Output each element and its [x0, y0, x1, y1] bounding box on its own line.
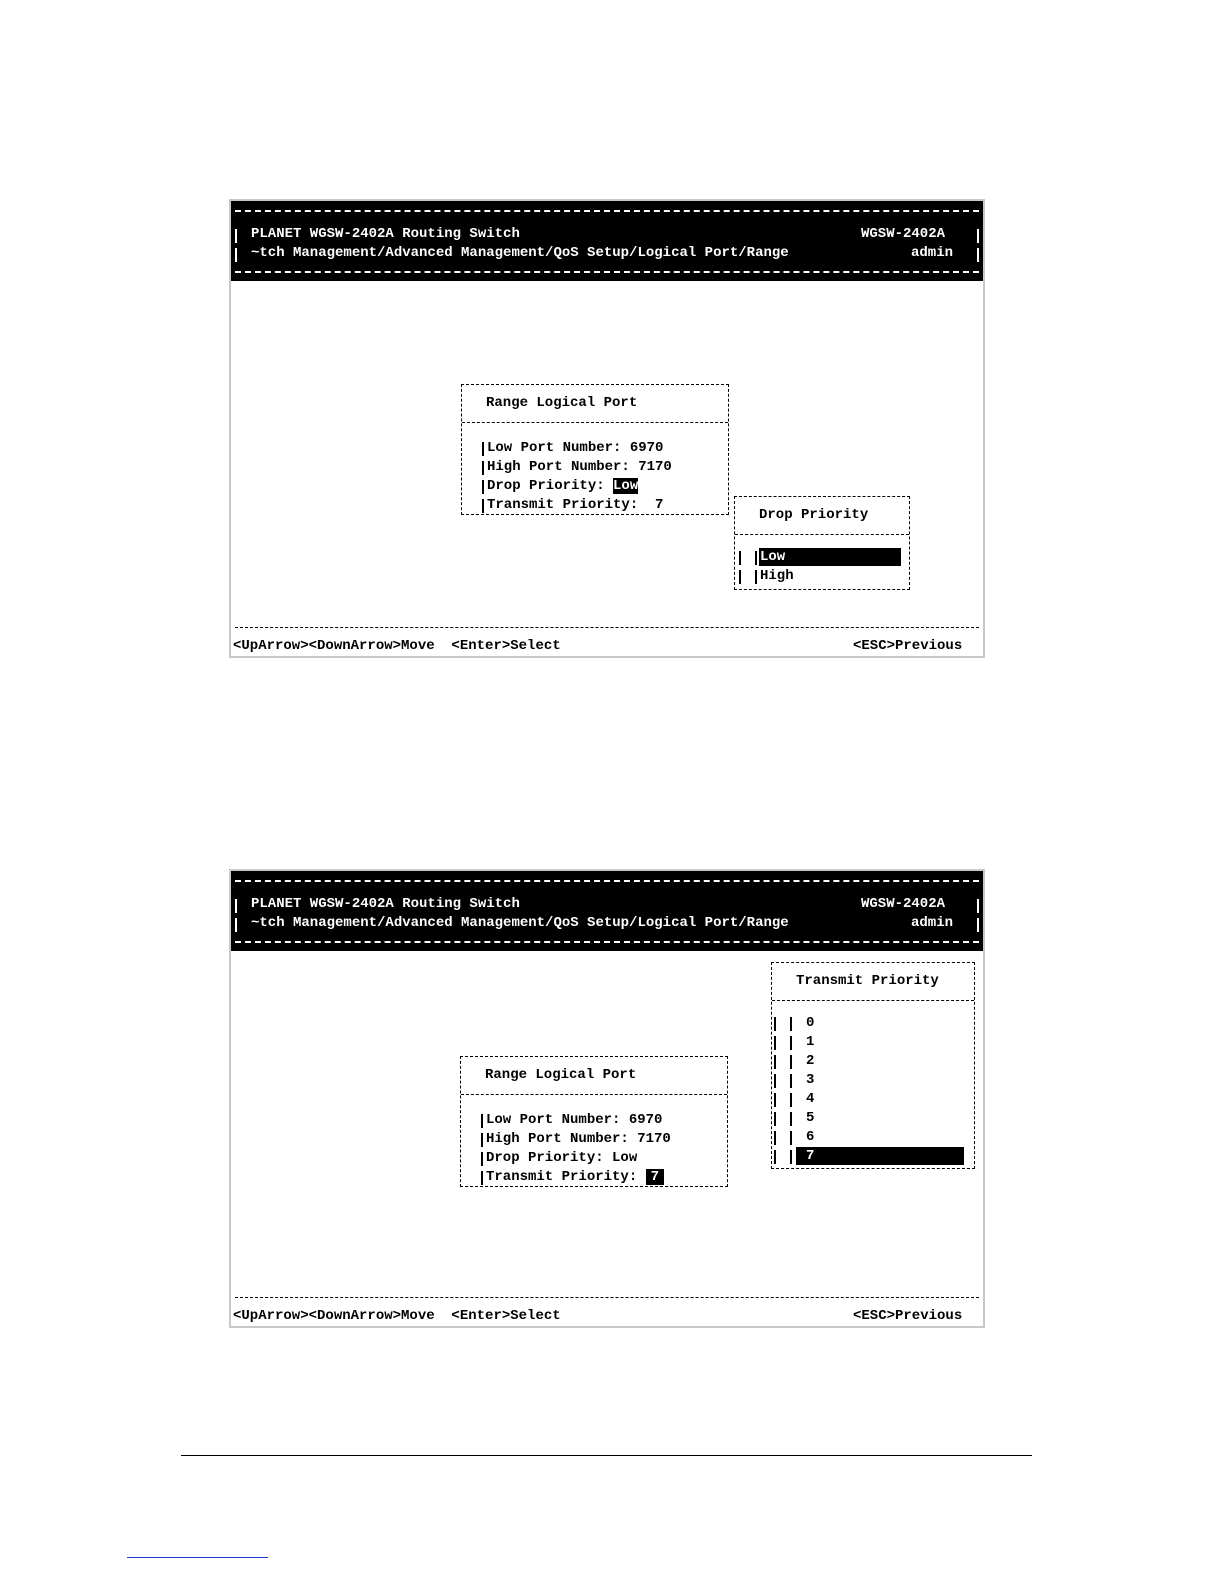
- option-1[interactable]: 1: [806, 1034, 815, 1050]
- option-2[interactable]: 2: [806, 1053, 815, 1069]
- range-logical-port-dialog: [461, 384, 729, 515]
- transmit-priority-field[interactable]: [487, 496, 663, 514]
- drop-priority-field[interactable]: [486, 1149, 637, 1167]
- popup-title: Transmit Priority: [796, 973, 939, 989]
- option-6[interactable]: 6: [806, 1129, 815, 1145]
- drop-priority-label: Drop Priority:: [486, 1150, 613, 1166]
- user-name: admin: [911, 915, 954, 931]
- app-title: PLANET WGSW-2402A Routing Switch: [251, 226, 520, 242]
- transmit-priority-label: Transmit Priority:: [487, 497, 656, 513]
- terminal-header: [231, 201, 983, 281]
- high-port-number-field[interactable]: High Port Number: 7170: [486, 1131, 671, 1147]
- user-name: admin: [911, 245, 954, 261]
- device-name: WGSW-2402A: [861, 226, 946, 242]
- transmit-priority-value[interactable]: 7: [655, 497, 664, 513]
- drop-priority-value[interactable]: Low: [612, 1150, 638, 1166]
- drop-priority-field[interactable]: [487, 477, 638, 495]
- drop-priority-popup: [734, 496, 910, 590]
- footer-esc-hint[interactable]: <ESC>Previous: [853, 638, 963, 654]
- device-name: WGSW-2402A: [861, 896, 946, 912]
- footer-nav-hint: <UpArrow><DownArrow>Move <Enter>Select: [233, 1308, 561, 1324]
- terminal-screen-drop-priority: [229, 199, 985, 658]
- breadcrumb-path: ~tch Management/Advanced Management/QoS Setup/Logical Port/Range: [251, 245, 789, 261]
- low-port-number-field[interactable]: Low Port Number: 6970: [487, 440, 664, 456]
- page-divider: [181, 1455, 1032, 1456]
- transmit-priority-field[interactable]: [486, 1168, 664, 1186]
- option-high[interactable]: High: [760, 568, 794, 584]
- footer-esc-hint[interactable]: <ESC>Previous: [853, 1308, 963, 1324]
- transmit-priority-value[interactable]: 7: [646, 1169, 664, 1185]
- option-3[interactable]: 3: [806, 1072, 815, 1088]
- low-port-number-field[interactable]: Low Port Number: 6970: [486, 1112, 663, 1128]
- footer-link-underline[interactable]: [127, 1557, 268, 1558]
- option-5[interactable]: 5: [806, 1110, 815, 1126]
- popup-title: Drop Priority: [759, 507, 869, 523]
- drop-priority-label: Drop Priority:: [487, 478, 614, 494]
- option-4[interactable]: 4: [806, 1091, 815, 1107]
- footer-nav-hint: <UpArrow><DownArrow>Move <Enter>Select: [233, 638, 561, 654]
- dialog-title: Range Logical Port: [485, 1067, 637, 1083]
- breadcrumb-path: ~tch Management/Advanced Management/QoS Setup/Logical Port/Range: [251, 915, 789, 931]
- terminal-header: [231, 871, 983, 951]
- range-logical-port-dialog: [460, 1056, 728, 1187]
- drop-priority-value[interactable]: Low: [613, 478, 639, 494]
- high-port-number-field[interactable]: High Port Number: 7170: [487, 459, 672, 475]
- app-title: PLANET WGSW-2402A Routing Switch: [251, 896, 520, 912]
- selected-option-highlight: [796, 1147, 964, 1165]
- option-low[interactable]: Low: [760, 549, 786, 565]
- option-0[interactable]: 0: [806, 1015, 815, 1031]
- transmit-priority-popup: [771, 962, 975, 1169]
- option-7[interactable]: 7: [806, 1148, 815, 1164]
- dialog-title: Range Logical Port: [486, 395, 638, 411]
- terminal-screen-transmit-priority: [229, 869, 985, 1328]
- transmit-priority-label: Transmit Priority:: [486, 1169, 646, 1185]
